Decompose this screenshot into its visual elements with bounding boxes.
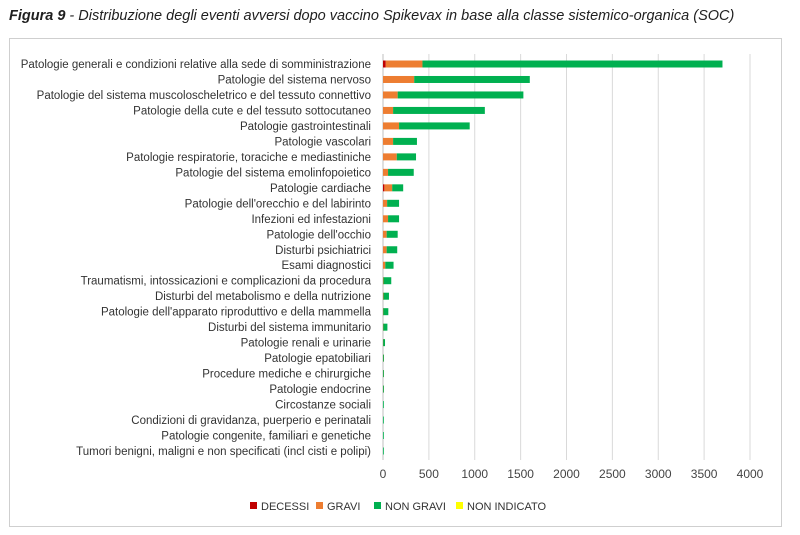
bar-segment: [383, 293, 389, 300]
legend-label: NON GRAVI: [385, 501, 446, 513]
bar-segment: [393, 138, 417, 145]
category-label: Patologie dell'orecchio e del labirinto: [184, 198, 371, 211]
category-label: Disturbi psichiatrici: [275, 244, 371, 257]
bar-segment: [397, 153, 416, 160]
bar-segment: [383, 200, 387, 207]
legend-label: DECESSI: [261, 501, 310, 513]
bar-segment: [383, 401, 384, 408]
category-label: Patologie dell'apparato riproduttivo e della mammella: [100, 306, 371, 319]
bar-segment: [383, 107, 393, 114]
x-tick-label: 2500: [599, 467, 626, 481]
x-tick-label: 500: [418, 467, 439, 481]
x-tick-label: 2000: [553, 467, 580, 481]
category-label: Tumori benigni, maligni e non specificati (incl cisti e polipi): [76, 446, 371, 458]
category-label: Patologie gastrointestinali: [239, 120, 371, 133]
bar-segment: [399, 122, 470, 129]
bar-segment: [387, 246, 398, 253]
bar-segment: [383, 432, 384, 439]
bar-segment: [385, 262, 393, 269]
bar-segment: [386, 61, 423, 68]
category-label: Patologie cardiache: [269, 182, 371, 195]
category-label: Infezioni ed infestazioni: [251, 213, 371, 226]
legend-swatch: [374, 502, 381, 509]
category-label: Disturbi del sistema immunitario: [208, 322, 371, 335]
category-label: Circostanze sociali: [275, 399, 371, 412]
category-label: Patologie generali e condizioni relative alla sede di somministrazione: [20, 59, 371, 71]
bar-segment: [387, 231, 398, 238]
legend-swatch: [250, 502, 257, 509]
bar-segment: [383, 355, 384, 362]
category-label: Patologie vascolari: [274, 136, 371, 149]
figure-title: Distribuzione degli eventi avversi dopo vaccino Spikevax in base alla classe sistemico-organica (SOC): [78, 8, 735, 24]
bar-segment: [387, 200, 399, 207]
bar-segment: [384, 184, 392, 191]
x-tick-label: 1000: [461, 467, 489, 481]
category-label: Disturbi del metabolismo e della nutrizione: [154, 291, 371, 304]
bar-segment: [383, 308, 388, 315]
x-tick-label: 3500: [690, 467, 718, 481]
x-tick-label: 4000: [736, 467, 764, 481]
bar-segment: [388, 169, 414, 176]
category-label: Patologie endocrine: [269, 384, 371, 397]
bar-segment: [383, 153, 397, 160]
bar-segment: [383, 448, 384, 455]
category-label: Procedure mediche e chirurgiche: [202, 368, 371, 381]
bar-segment: [383, 91, 398, 98]
bar-segment: [383, 262, 385, 269]
bar-segment: [383, 386, 384, 393]
category-label: Patologie respiratorie, toraciche e mediastiniche: [126, 151, 371, 164]
x-tick-label: 3000: [644, 467, 672, 481]
bar-segment: [388, 215, 399, 222]
bar-segment: [383, 324, 387, 331]
bar-segment: [383, 277, 391, 284]
bar-segment: [383, 122, 399, 129]
bar-segment: [383, 339, 385, 346]
legend-label: NON INDICATO: [467, 501, 547, 513]
bar-segment: [392, 184, 403, 191]
category-label: Patologie della cute e del tessuto sottocutaneo: [133, 105, 371, 118]
x-tick-label: 1500: [507, 467, 534, 481]
legend-label: GRAVI: [327, 501, 361, 513]
category-label: Traumatismi, intossicazioni e complicazioni da procedura: [80, 275, 371, 288]
bar-segment: [393, 107, 485, 114]
category-label: Patologie epatobiliari: [264, 353, 371, 366]
legend-swatch: [316, 502, 323, 509]
category-label: Esami diagnostici: [281, 260, 371, 273]
bar-segment: [398, 91, 524, 98]
bar-segment: [383, 184, 384, 191]
bar-segment: [414, 76, 530, 83]
category-label: Condizioni di gravidanza, puerperio e perinatali: [131, 415, 371, 428]
figure-label: Figura 9: [9, 8, 66, 24]
category-label: Patologie del sistema nervoso: [217, 74, 371, 87]
bar-segment: [383, 169, 388, 176]
x-tick-label: 0: [379, 467, 387, 481]
bar-segment: [383, 61, 386, 68]
bar-segment: [383, 246, 387, 253]
category-label: Patologie dell'occhio: [266, 229, 371, 242]
category-label: Patologie renali e urinarie: [240, 337, 371, 350]
category-label: Patologie del sistema muscoloscheletrico e del tessuto connettivo: [36, 89, 371, 102]
bar-segment: [383, 231, 387, 238]
bar-segment: [383, 138, 393, 145]
bar-segment: [383, 76, 414, 83]
category-label: Patologie del sistema emolinfopoietico: [175, 167, 371, 180]
bar-segment: [383, 215, 388, 222]
bar-segment: [383, 417, 384, 424]
bar-segment: [422, 61, 722, 68]
category-label: Patologie congenite, familiari e genetiche: [161, 430, 371, 443]
bar-segment: [383, 370, 384, 377]
legend-swatch: [456, 502, 463, 509]
figure-separator: -: [65, 8, 79, 24]
